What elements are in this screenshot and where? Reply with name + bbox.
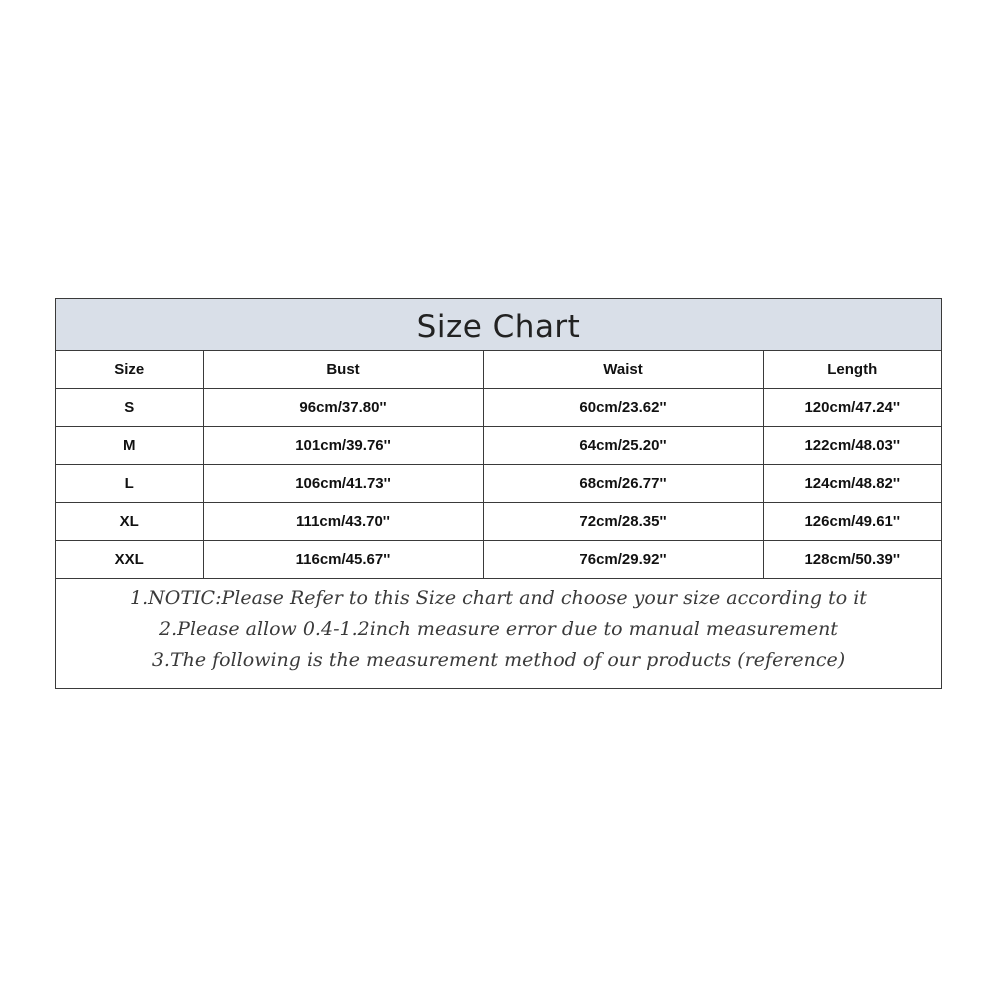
note-line-1: 1.NOTIC:Please Refer to this Size chart and choose your size according to it (130, 587, 867, 609)
notes-section (56, 579, 941, 688)
waist-cell: 68cm/26.77'' (483, 465, 763, 503)
size-cell: S (56, 389, 203, 427)
table-row (56, 465, 941, 503)
table-row (56, 541, 941, 579)
waist-cell: 72cm/28.35'' (483, 503, 763, 541)
size-cell: M (56, 427, 203, 465)
bust-cell: 106cm/41.73'' (203, 465, 483, 503)
waist-cell: 76cm/29.92'' (483, 541, 763, 579)
bust-cell: 116cm/45.67'' (203, 541, 483, 579)
column-header-length: Length (763, 351, 941, 389)
size-chart (55, 298, 942, 689)
size-cell: XL (56, 503, 203, 541)
length-cell: 120cm/47.24'' (763, 389, 941, 427)
column-header-bust: Bust (203, 351, 483, 389)
table-header-row (56, 351, 941, 389)
chart-title: Size Chart (56, 299, 941, 351)
column-header-waist: Waist (483, 351, 763, 389)
length-cell: 124cm/48.82'' (763, 465, 941, 503)
length-cell: 122cm/48.03'' (763, 427, 941, 465)
bust-cell: 101cm/39.76'' (203, 427, 483, 465)
column-header-size: Size (56, 351, 203, 389)
size-cell: L (56, 465, 203, 503)
length-cell: 126cm/49.61'' (763, 503, 941, 541)
size-cell: XXL (56, 541, 203, 579)
waist-cell: 64cm/25.20'' (483, 427, 763, 465)
size-table (56, 351, 941, 579)
waist-cell: 60cm/23.62'' (483, 389, 763, 427)
bust-cell: 96cm/37.80'' (203, 389, 483, 427)
bust-cell: 111cm/43.70'' (203, 503, 483, 541)
table-row (56, 503, 941, 541)
note-line-2: 2.Please allow 0.4-1.2inch measure error due to manual measurement (159, 618, 838, 640)
table-row (56, 389, 941, 427)
note-line-3: 3.The following is the measurement method of our products (reference) (151, 649, 846, 671)
length-cell: 128cm/50.39'' (763, 541, 941, 579)
table-row (56, 427, 941, 465)
